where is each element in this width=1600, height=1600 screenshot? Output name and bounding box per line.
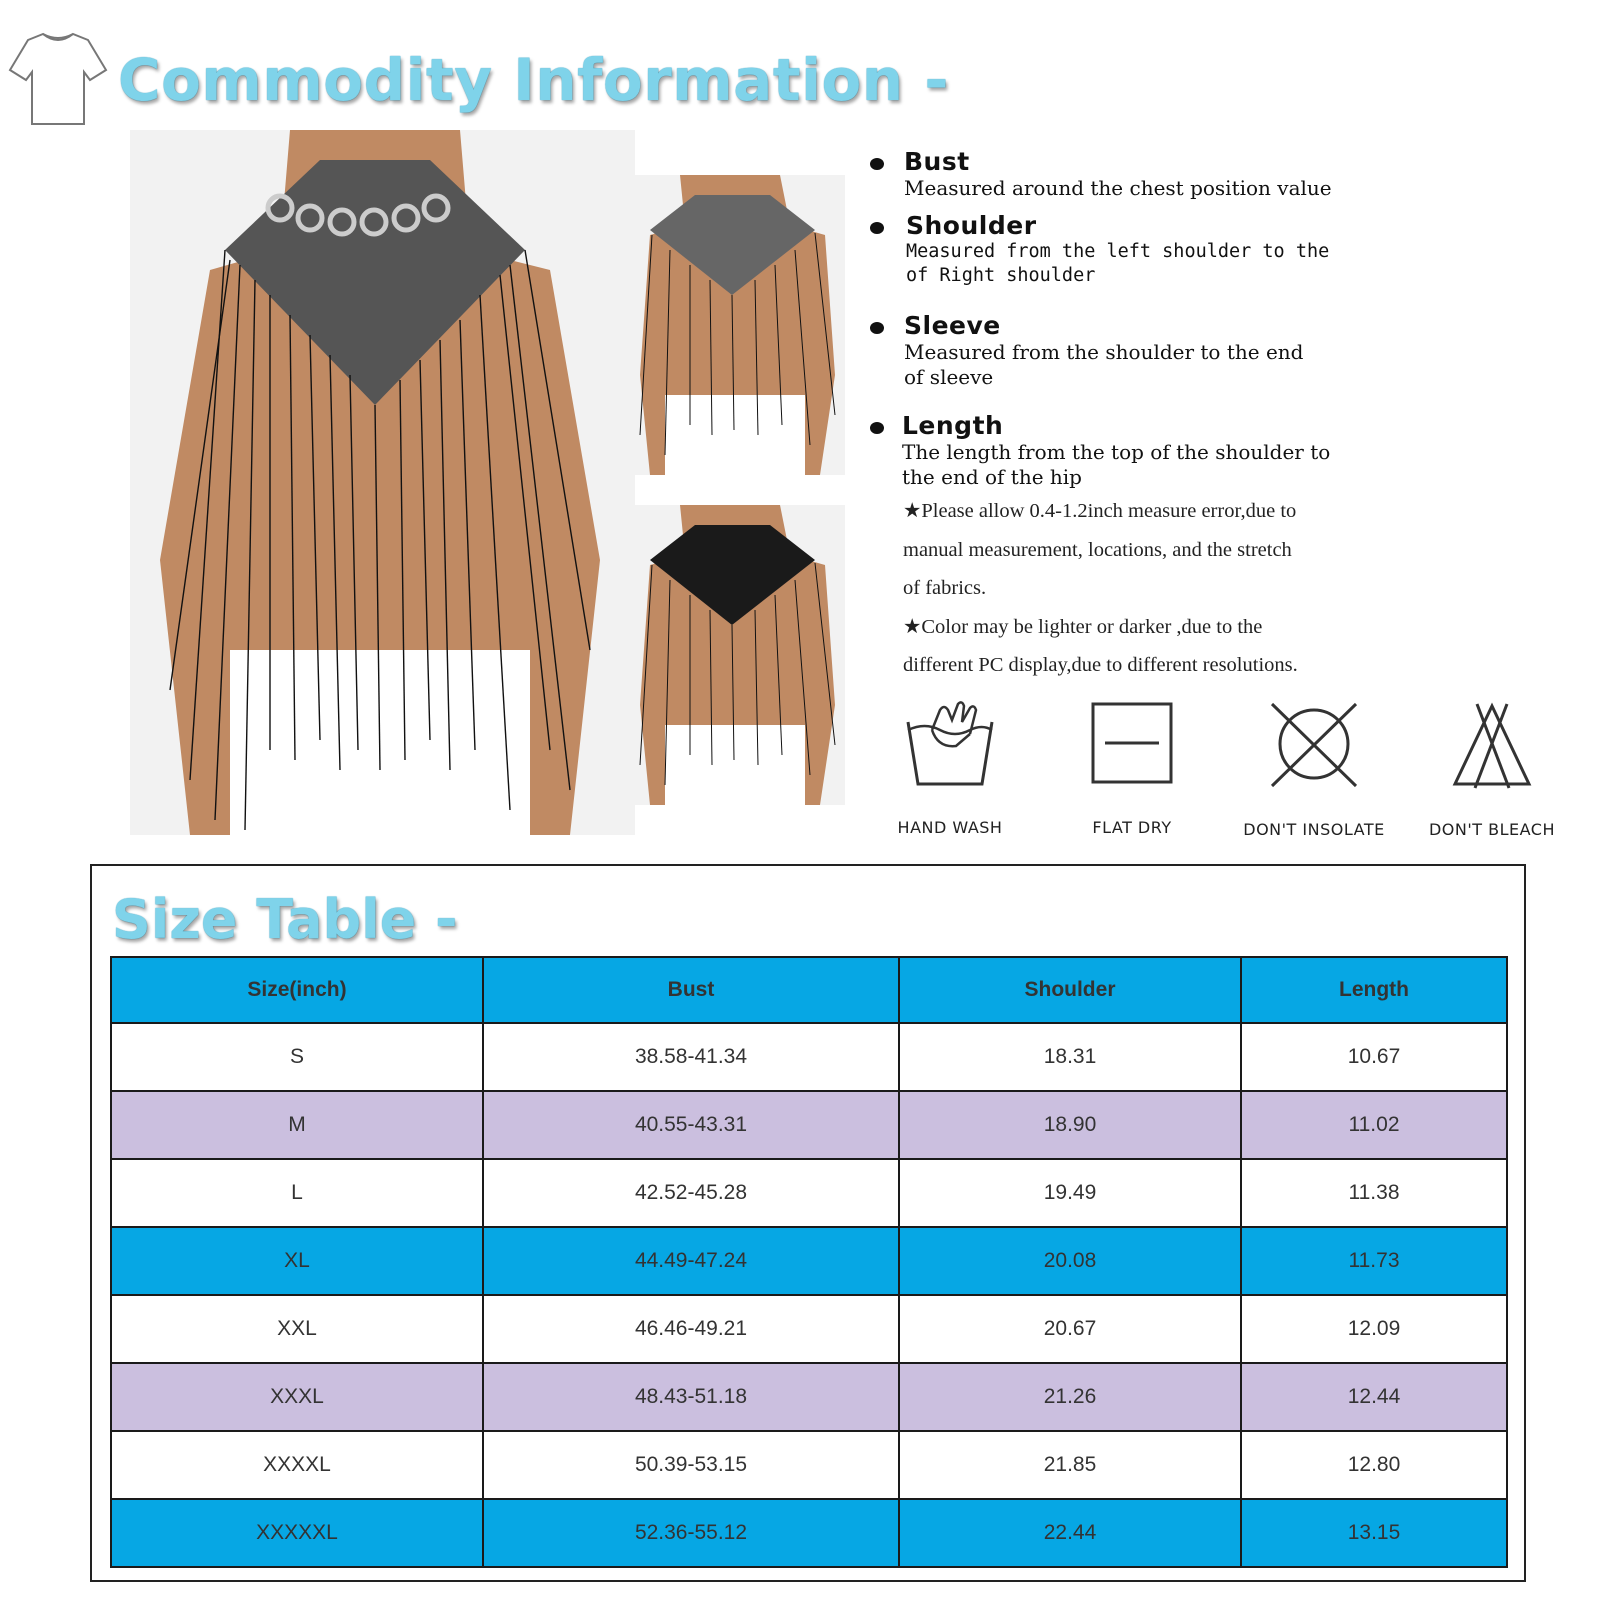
table-cell: S — [111, 1023, 483, 1091]
table-cell: 46.46-49.21 — [483, 1295, 899, 1363]
care-hand-wash — [870, 700, 1030, 837]
table-cell: 18.90 — [899, 1091, 1241, 1159]
care-dont-insolate — [1234, 700, 1394, 839]
table-cell: 19.49 — [899, 1159, 1241, 1227]
tshirt-icon — [8, 28, 108, 128]
hand-wash-icon — [900, 700, 1000, 790]
spec-description-line: of Right shoulder — [906, 265, 1096, 286]
table-cell: 12.80 — [1241, 1431, 1507, 1499]
table-cell: 21.26 — [899, 1363, 1241, 1431]
spec-description-line: the end of the hip — [902, 465, 1082, 489]
product-photo-main — [130, 130, 635, 835]
table-row — [111, 1431, 1507, 1499]
table-cell: XXXXXL — [111, 1499, 483, 1567]
care-label: HAND WASH — [897, 818, 1003, 837]
table-cell: XL — [111, 1227, 483, 1295]
column-header: Size(inch) — [111, 957, 483, 1023]
note-line: manual measurement, locations, and the stretch — [903, 538, 1292, 561]
page-title: Commodity Information - — [118, 46, 949, 114]
bullet-icon — [870, 322, 884, 334]
table-header-row — [111, 957, 1507, 1023]
table-cell: 40.55-43.31 — [483, 1091, 899, 1159]
table-cell: 13.15 — [1241, 1499, 1507, 1567]
table-row — [111, 1023, 1507, 1091]
table-cell: M — [111, 1091, 483, 1159]
spec-title: Shoulder — [906, 211, 1037, 240]
table-cell: 20.67 — [899, 1295, 1241, 1363]
product-photo-gray — [630, 175, 845, 475]
note-line: of fabrics. — [903, 577, 987, 599]
spec-title: Bust — [904, 147, 970, 176]
table-cell: XXXL — [111, 1363, 483, 1431]
note-line: ★Color may be lighter or darker ,due to the — [903, 615, 1263, 638]
column-header: Bust — [483, 957, 899, 1023]
table-cell: 42.52-45.28 — [483, 1159, 899, 1227]
dont-insolate-icon — [1264, 700, 1364, 792]
table-cell: 48.43-51.18 — [483, 1363, 899, 1431]
care-label: FLAT DRY — [1092, 818, 1172, 837]
spec-description-line: Measured from the left shoulder to the — [906, 241, 1330, 262]
table-row — [111, 1091, 1507, 1159]
flat-dry-icon — [1087, 700, 1177, 790]
table-row — [111, 1227, 1507, 1295]
spec-length — [890, 412, 1450, 490]
table-row — [111, 1499, 1507, 1567]
table-row — [111, 1295, 1507, 1363]
table-cell: 10.67 — [1241, 1023, 1507, 1091]
table-cell: 50.39-53.15 — [483, 1431, 899, 1499]
column-header: Length — [1241, 957, 1507, 1023]
spec-description-line: of sleeve — [904, 365, 994, 389]
table-cell: 38.58-41.34 — [483, 1023, 899, 1091]
spec-description: Measured around the chest position value — [904, 176, 1332, 200]
spec-description-line: Measured from the shoulder to the end — [904, 340, 1304, 364]
table-cell: 18.31 — [899, 1023, 1241, 1091]
table-cell: XXXXL — [111, 1431, 483, 1499]
care-dont-bleach — [1412, 700, 1572, 839]
spec-title: Length — [902, 411, 1004, 440]
table-cell: 11.73 — [1241, 1227, 1507, 1295]
table-cell: 12.44 — [1241, 1363, 1507, 1431]
bullet-icon — [870, 158, 884, 170]
care-label: DON'T INSOLATE — [1243, 820, 1385, 839]
table-cell: XXL — [111, 1295, 483, 1363]
measurement-notes — [903, 492, 1373, 685]
dont-bleach-icon — [1447, 700, 1537, 792]
spec-bust — [890, 148, 1450, 201]
spec-description-line: The length from the top of the shoulder to — [902, 440, 1331, 464]
table-cell: 22.44 — [899, 1499, 1241, 1567]
spec-title: Sleeve — [904, 311, 1001, 340]
size-table — [110, 956, 1508, 1568]
column-header: Shoulder — [899, 957, 1241, 1023]
size-table-title: Size Table - — [112, 888, 458, 951]
table-cell: 21.85 — [899, 1431, 1241, 1499]
bullet-icon — [870, 422, 884, 434]
note-line: ★Please allow 0.4-1.2inch measure error,due to — [903, 500, 1297, 522]
table-cell: 52.36-55.12 — [483, 1499, 899, 1567]
bullet-icon — [870, 222, 884, 234]
table-cell: 44.49-47.24 — [483, 1227, 899, 1295]
table-cell: 12.09 — [1241, 1295, 1507, 1363]
care-label: DON'T BLEACH — [1428, 820, 1555, 839]
table-cell: 20.08 — [899, 1227, 1241, 1295]
spec-shoulder — [890, 212, 1450, 288]
table-row — [111, 1159, 1507, 1227]
table-row — [111, 1363, 1507, 1431]
table-cell: 11.38 — [1241, 1159, 1507, 1227]
table-cell: L — [111, 1159, 483, 1227]
note-line: different PC display,due to different resolutions. — [903, 654, 1298, 676]
care-flat-dry — [1052, 700, 1212, 837]
spec-sleeve — [890, 312, 1450, 390]
product-photo-black — [630, 505, 845, 805]
table-cell: 11.02 — [1241, 1091, 1507, 1159]
